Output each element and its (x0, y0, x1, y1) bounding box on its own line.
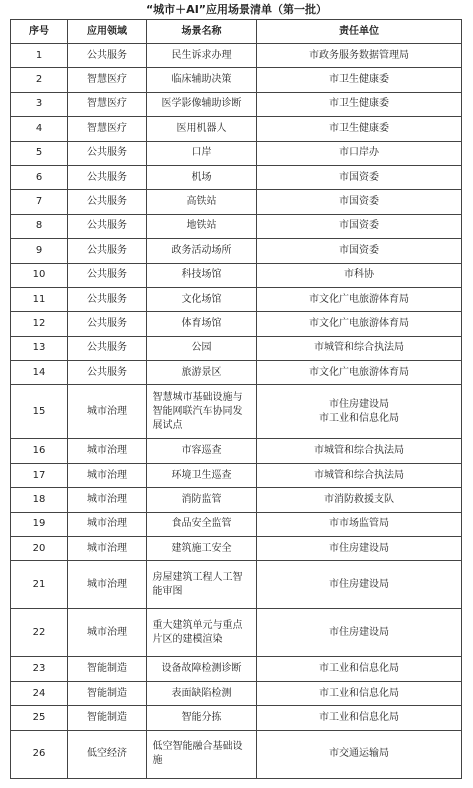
responsible-unit-cell (257, 287, 462, 311)
scene-name: 临床辅助决策 (171, 74, 232, 86)
scene-name: 文化场馆 (181, 293, 222, 305)
application-field: 公共服务 (68, 44, 147, 68)
scene-name: 地铁站 (186, 220, 217, 232)
scene-name: 政务活动场所 (171, 244, 232, 256)
table-row (11, 312, 462, 336)
scene-name-cell (147, 312, 257, 336)
scene-name: 设备故障检测诊断 (161, 663, 242, 675)
table-row (11, 117, 462, 141)
responsible-unit-cell (257, 463, 462, 487)
scene-name-cell (147, 463, 257, 487)
scene-name-cell (147, 214, 257, 238)
scene-name-cell (147, 44, 257, 68)
table-row (11, 44, 462, 68)
scene-name-cell (147, 165, 257, 189)
scene-name-cell (147, 385, 257, 439)
table-row (11, 92, 462, 116)
responsible-unit: 市消防救援支队 (324, 493, 394, 505)
scene-name: 重大建筑单元与重点片区的建模渲染 (152, 619, 243, 645)
responsible-unit: 市住房建设局 (329, 398, 389, 410)
responsible-unit: 市城管和综合执法局 (314, 445, 404, 457)
row-number: 16 (11, 439, 68, 463)
row-number: 20 (11, 537, 68, 561)
application-field: 智慧医疗 (68, 68, 147, 92)
responsible-unit: 市卫生健康委 (329, 98, 389, 110)
application-field: 低空经济 (68, 730, 147, 778)
application-field: 城市治理 (68, 439, 147, 463)
responsible-unit: 市国资委 (339, 244, 379, 256)
responsible-unit: 市文化广电旅游体育局 (309, 293, 409, 305)
application-field: 公共服务 (68, 312, 147, 336)
scene-name-cell (147, 488, 257, 512)
application-field: 城市治理 (68, 561, 147, 609)
responsible-unit-cell (257, 439, 462, 463)
application-field: 城市治理 (68, 385, 147, 439)
table-row (11, 512, 462, 536)
scene-name-cell (147, 239, 257, 263)
scene-name: 高铁站 (186, 196, 217, 208)
responsible-unit: 市国资委 (339, 196, 379, 208)
responsible-unit: 市口岸办 (339, 147, 379, 159)
scene-name: 环境卫生巡查 (171, 469, 232, 481)
scene-name: 房屋建筑工程人工智能审图 (152, 571, 243, 597)
responsible-unit: 市卫生健康委 (329, 122, 389, 134)
application-field: 公共服务 (68, 263, 147, 287)
responsible-unit-cell (257, 92, 462, 116)
application-field: 智慧医疗 (68, 92, 147, 116)
row-number: 25 (11, 706, 68, 730)
responsible-unit-cell (257, 657, 462, 681)
responsible-unit: 市卫生健康委 (329, 74, 389, 86)
responsible-unit: 市工业和信息化局 (319, 663, 399, 675)
scene-name: 消防监管 (181, 493, 222, 505)
application-field: 公共服务 (68, 165, 147, 189)
table-row (11, 190, 462, 214)
responsible-unit: 市工业和信息化局 (319, 412, 399, 424)
table-row (11, 263, 462, 287)
table-row (11, 165, 462, 189)
header-scene: 场景名称 (147, 20, 257, 44)
table-row (11, 287, 462, 311)
table-row (11, 488, 462, 512)
responsible-unit: 市科协 (344, 269, 374, 281)
scene-name-cell (147, 190, 257, 214)
row-number: 3 (11, 92, 68, 116)
scene-name-cell (147, 512, 257, 536)
scene-name-cell (147, 706, 257, 730)
row-number: 21 (11, 561, 68, 609)
application-field: 智能制造 (68, 681, 147, 705)
responsible-unit-cell (257, 312, 462, 336)
responsible-unit-cell (257, 44, 462, 68)
scene-name: 食品安全监管 (171, 518, 232, 530)
scene-list-table (10, 19, 462, 779)
scene-name-cell (147, 730, 257, 778)
application-field: 公共服务 (68, 214, 147, 238)
responsible-unit: 市城管和综合执法局 (314, 469, 404, 481)
responsible-unit-cell (257, 385, 462, 439)
table-row (11, 141, 462, 165)
table-row (11, 336, 462, 360)
row-number: 17 (11, 463, 68, 487)
scene-name: 机场 (191, 171, 212, 183)
application-field: 公共服务 (68, 239, 147, 263)
responsible-unit-cell (257, 730, 462, 778)
scene-name-cell (147, 92, 257, 116)
table-row (11, 561, 462, 609)
responsible-unit: 市工业和信息化局 (319, 711, 399, 723)
scene-name: 体育场馆 (181, 317, 222, 329)
scene-name-cell (147, 561, 257, 609)
application-field: 智能制造 (68, 706, 147, 730)
scene-name: 民生诉求办理 (171, 49, 232, 61)
responsible-unit-cell (257, 165, 462, 189)
row-number: 4 (11, 117, 68, 141)
row-number: 13 (11, 336, 68, 360)
scene-name: 市容巡查 (181, 445, 222, 457)
responsible-unit-cell (257, 68, 462, 92)
responsible-unit-cell (257, 336, 462, 360)
row-number: 2 (11, 68, 68, 92)
responsible-unit: 市城管和综合执法局 (314, 342, 404, 354)
row-number: 10 (11, 263, 68, 287)
application-field: 公共服务 (68, 287, 147, 311)
table-body (11, 44, 462, 779)
responsible-unit: 市交通运输局 (329, 748, 389, 760)
scene-name: 建筑施工安全 (171, 542, 232, 554)
row-number: 15 (11, 385, 68, 439)
application-field: 智能制造 (68, 657, 147, 681)
application-field: 城市治理 (68, 488, 147, 512)
application-field: 公共服务 (68, 141, 147, 165)
scene-name: 智能分拣 (181, 711, 222, 723)
header-dept: 责任单位 (257, 20, 462, 44)
row-number: 6 (11, 165, 68, 189)
scene-name-cell (147, 117, 257, 141)
row-number: 11 (11, 287, 68, 311)
responsible-unit: 市工业和信息化局 (319, 687, 399, 699)
scene-name: 科技场馆 (181, 269, 222, 281)
scene-name-cell (147, 537, 257, 561)
responsible-unit-cell (257, 706, 462, 730)
scene-name-cell (147, 336, 257, 360)
application-field: 城市治理 (68, 537, 147, 561)
table-row (11, 214, 462, 238)
scene-name-cell (147, 68, 257, 92)
row-number: 23 (11, 657, 68, 681)
scene-name: 智慧城市基础设施与智能网联汽车协同发展试点 (152, 391, 243, 431)
scene-name: 低空智能融合基础设施 (152, 741, 243, 767)
row-number: 9 (11, 239, 68, 263)
table-row (11, 730, 462, 778)
table-row (11, 537, 462, 561)
row-number: 19 (11, 512, 68, 536)
scene-name: 医用机器人 (176, 122, 227, 134)
application-field: 城市治理 (68, 512, 147, 536)
document-title: “城市＋AI”应用场景清单（第一批） (145, 3, 328, 16)
responsible-unit-cell (257, 263, 462, 287)
application-field: 公共服务 (68, 336, 147, 360)
scene-name: 旅游景区 (181, 366, 222, 378)
scene-name-cell (147, 287, 257, 311)
scene-name-cell (147, 141, 257, 165)
row-number: 5 (11, 141, 68, 165)
responsible-unit: 市文化广电旅游体育局 (309, 317, 409, 329)
table-row (11, 439, 462, 463)
responsible-unit: 市市场监管局 (329, 518, 389, 530)
responsible-unit: 市国资委 (339, 171, 379, 183)
row-number: 18 (11, 488, 68, 512)
responsible-unit: 市文化广电旅游体育局 (309, 366, 409, 378)
table-row (11, 706, 462, 730)
responsible-unit-cell (257, 681, 462, 705)
scene-name: 公园 (191, 342, 212, 354)
table-row (11, 609, 462, 657)
scene-name: 医学影像辅助诊断 (161, 98, 242, 110)
application-field: 公共服务 (68, 361, 147, 385)
scene-name-cell (147, 657, 257, 681)
row-number: 8 (11, 214, 68, 238)
application-field: 公共服务 (68, 190, 147, 214)
responsible-unit-cell (257, 361, 462, 385)
responsible-unit-cell (257, 537, 462, 561)
row-number: 1 (11, 44, 68, 68)
scene-name: 表面缺陷检测 (171, 687, 232, 699)
responsible-unit: 市国资委 (339, 220, 379, 232)
row-number: 12 (11, 312, 68, 336)
responsible-unit-cell (257, 190, 462, 214)
responsible-unit-cell (257, 561, 462, 609)
table-row (11, 239, 462, 263)
responsible-unit-cell (257, 512, 462, 536)
scene-name: 口岸 (191, 147, 212, 159)
responsible-unit: 市住房建设局 (329, 542, 389, 554)
responsible-unit-cell (257, 141, 462, 165)
header-no: 序号 (11, 20, 68, 44)
table-row (11, 681, 462, 705)
responsible-unit: 市住房建设局 (329, 578, 389, 590)
application-field: 城市治理 (68, 463, 147, 487)
row-number: 26 (11, 730, 68, 778)
table-row (11, 657, 462, 681)
row-number: 7 (11, 190, 68, 214)
row-number: 14 (11, 361, 68, 385)
responsible-unit-cell (257, 239, 462, 263)
responsible-unit: 市住房建设局 (329, 626, 389, 638)
row-number: 22 (11, 609, 68, 657)
scene-name-cell (147, 263, 257, 287)
scene-name-cell (147, 609, 257, 657)
scene-name-cell (147, 681, 257, 705)
application-field: 智慧医疗 (68, 117, 147, 141)
header-field: 应用领域 (68, 20, 147, 44)
scene-name-cell (147, 361, 257, 385)
responsible-unit-cell (257, 609, 462, 657)
table-row (11, 385, 462, 439)
responsible-unit-cell (257, 488, 462, 512)
responsible-unit-cell (257, 214, 462, 238)
responsible-unit: 市政务服务数据管理局 (309, 49, 409, 61)
scene-name-cell (147, 439, 257, 463)
application-field: 城市治理 (68, 609, 147, 657)
row-number: 24 (11, 681, 68, 705)
table-row (11, 68, 462, 92)
table-row (11, 463, 462, 487)
table-row (11, 361, 462, 385)
responsible-unit-cell (257, 117, 462, 141)
table-header-row (11, 20, 462, 44)
